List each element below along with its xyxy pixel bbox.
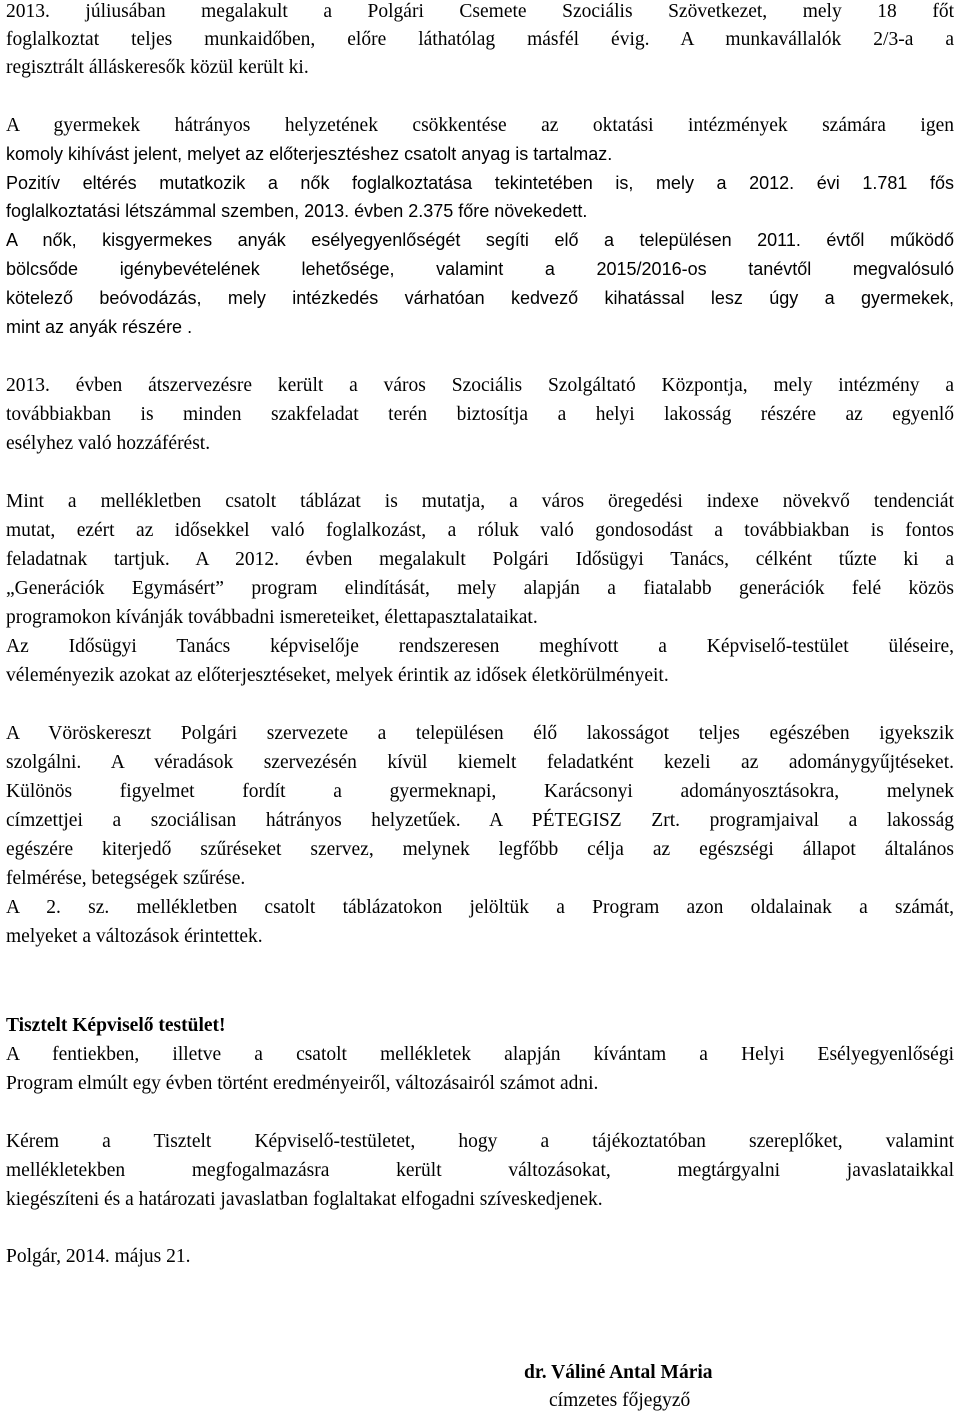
salutation-heading: Tisztelt Képviselő testület! — [6, 1015, 226, 1036]
text-line: A Vöröskereszt Polgári szervezete a településen élő lakosságot teljes egészében igyekszik — [6, 723, 954, 744]
date-line: Polgár, 2014. május 21. — [6, 1246, 191, 1267]
text-line: programokon kívánják továbbadni ismereteiket, élettapasztalataikat. — [6, 607, 538, 628]
text-line: mellékletekben megfogalmazásra került változásokat, megtárgyalni javaslataikkal — [6, 1160, 954, 1181]
signatory-title: címzetes főjegyző — [549, 1390, 691, 1411]
text-line: felmérése, betegségek szűrése. — [6, 868, 246, 889]
text-line: bölcsőde igénybevételének lehetősége, valamint a 2015/2016-os tanévtől megvalósuló — [6, 259, 954, 279]
text-line: kötelező beóvodázás, mely intézkedés várhatóan kedvező kihatással lesz úgy a gyermekek, — [6, 288, 954, 308]
text-line: Program elmúlt egy évben történt eredményeiről, változásairól számot adni. — [6, 1073, 599, 1094]
text-line: mint az anyák részére . — [6, 317, 193, 337]
text-line: címzettjei a szociálisan hátrányos helyzetűek. A PÉTEGISZ Zrt. programjaival a lakosság — [6, 810, 954, 831]
text-line: továbbiakban is minden szakfeladat terén biztosítja a helyi lakosság részére az egyenlő — [6, 404, 954, 425]
text-line: 2013. évben átszervezésre került a város Szociális Szolgáltató Központja, mely intézmény a — [6, 375, 954, 396]
text-line: A nők, kisgyermekes anyák esélyegyenlőségét segíti elő a településen 2011. évtől működő — [6, 230, 954, 250]
text-line: Különös figyelmet fordít a gyermeknapi, Karácsonyi adományosztásokra, melynek — [6, 781, 954, 802]
text-line: esélyhez való hozzáférést. — [6, 433, 211, 454]
signatory-name: dr. Váliné Antal Mária — [524, 1362, 713, 1383]
text-line: A 2. sz. mellékletben csatolt táblázatokon jelöltük a Program azon oldalainak a számát, — [6, 897, 954, 918]
text-line: melyeket a változások érintettek. — [6, 926, 263, 947]
text-line: Kérem a Tisztelt Képviselő-testületet, hogy a tájékoztatóban szereplőket, valamint — [6, 1131, 954, 1152]
text-line: „Generációk Egymásért” program elindítását, mely alapján a fiatalabb generációk felé közös — [6, 578, 954, 599]
text-line: A fentiekben, illetve a csatolt mellékletek alapján kívántam a Helyi Esélyegyenlőségi — [6, 1044, 954, 1065]
text-line: feladatnak tartjuk. A 2012. évben megalakult Polgári Idősügyi Tanács, célként tűzte ki a — [6, 549, 954, 570]
text-line: szolgálni. A véradások szervezésén kívül kiemelt feladatként kezeli az adománygyűjtéseket. — [6, 752, 954, 773]
text-line: A gyermekek hátrányos helyzetének csökkentése az oktatási intézmények számára igen — [6, 115, 954, 136]
text-line: foglalkoztatási létszámmal szemben, 2013. évben 2.375 főre növekedett. — [6, 201, 588, 221]
text-line: 2013. júliusában megalakult a Polgári Csemete Szociális Szövetkezet, mely 18 főt — [6, 1, 954, 22]
text-line: Mint a mellékletben csatolt táblázat is mutatja, a város öregedési indexe növekvő tendenciát — [6, 491, 954, 512]
text-line: Az Idősügyi Tanács képviselője rendszeresen meghívott a Képviselő-testület üléseire, — [6, 636, 954, 657]
text-line: egészére kiterjedő szűréseket szervez, melynek legfőbb célja az egészségi állapot általános — [6, 839, 954, 860]
text-line: foglalkoztat teljes munkaidőben, előre láthatólag másfél évig. A munkavállalók 2/3-a a — [6, 29, 954, 50]
text-line: mutat, ezért az idősekkel való foglalkozást, a róluk való gondosodást a továbbiakban is fontos — [6, 520, 954, 541]
text-line: Pozitív eltérés mutatkozik a nők foglalkoztatása tekintetében is, mely a 2012. évi 1.781 fős — [6, 173, 954, 193]
text-line: regisztrált álláskeresők közül került ki. — [6, 57, 309, 78]
text-line: véleményezik azokat az előterjesztéseket, melyek érintik az idősek életkörülményeit. — [6, 665, 669, 686]
text-line: komoly kihívást jelent, melyet az előterjesztéshez csatolt anyag is tartalmaz. — [6, 144, 613, 164]
text-line: kiegészíteni és a határozati javaslatban foglaltakat elfogadni szíveskedjenek. — [6, 1189, 603, 1210]
